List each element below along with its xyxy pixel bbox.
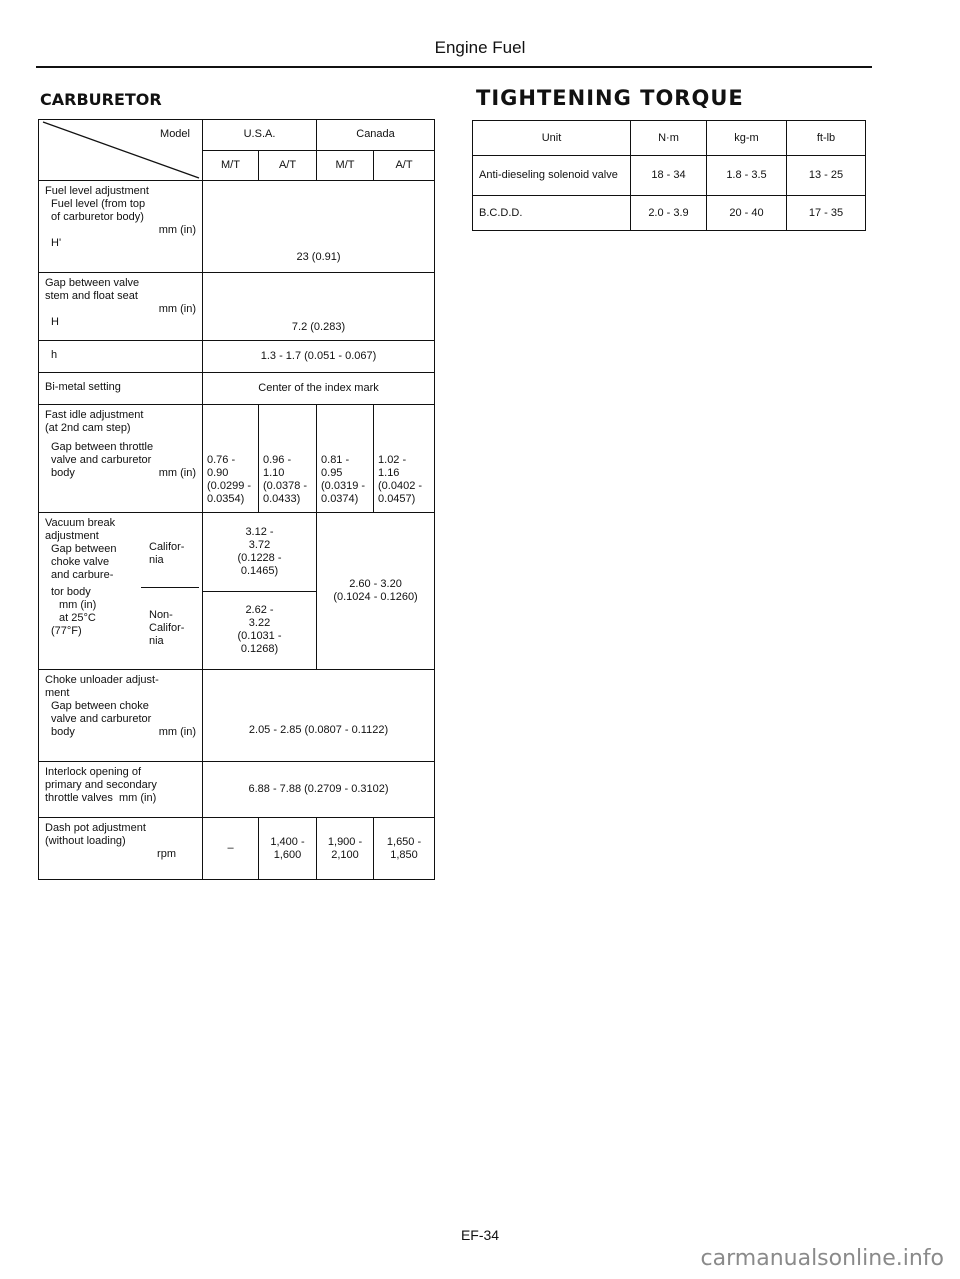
carburetor-spec-table: [38, 119, 435, 880]
torque-header-kgm: kg-m: [707, 121, 787, 156]
torque-row-kgm: 1.8 - 3.5: [707, 156, 787, 196]
dashpot-usa-mt: –: [203, 818, 259, 880]
model-header-cell: [39, 120, 203, 181]
torque-row-nm: 2.0 - 3.9: [631, 196, 707, 231]
torque-header-ftlb: ft-lb: [787, 121, 866, 156]
fuel-level-label: Fuel level adjustment Fuel level (from top of carburetor body) mm (in) H': [39, 181, 203, 273]
vacuum-usa-non-california: 2.62 - 3.22 (0.1031 - 0.1268): [203, 591, 317, 670]
torque-row-unit: B.C.D.D.: [473, 196, 631, 231]
header-rule: [36, 66, 872, 68]
dashpot-canada-mt: 1,900 - 2,100: [317, 818, 374, 880]
interlock-label: Interlock opening of primary and secondary throttle valves mm (in): [39, 762, 203, 818]
choke-unloader-value: 2.05 - 2.85 (0.0807 - 0.1122): [203, 670, 435, 762]
canada-header: Canada: [317, 120, 435, 151]
model-label: Model: [160, 128, 190, 140]
fast-idle-canada-at: 1.02 - 1.16 (0.0402 - 0.0457): [374, 405, 435, 513]
valve-gap-label: Gap between valve stem and float seat mm (in) H: [39, 273, 203, 341]
torque-header-unit: Unit: [473, 121, 631, 156]
usa-header: U.S.A.: [203, 120, 317, 151]
dashpot-canada-at: 1,650 - 1,850: [374, 818, 435, 880]
fast-idle-label: Fast idle adjustment (at 2nd cam step) Gap between throttle valve and carburetor body mm (in): [39, 405, 203, 513]
torque-row-ftlb: 17 - 35: [787, 196, 866, 231]
torque-header-nm: N·m: [631, 121, 707, 156]
h-label: h: [39, 341, 203, 373]
fast-idle-canada-mt: 0.81 - 0.95 (0.0319 - 0.0374): [317, 405, 374, 513]
vacuum-canada: 2.60 - 3.20 (0.1024 - 0.1260): [317, 513, 435, 670]
watermark: carmanualsonline.info: [700, 1246, 944, 1271]
page-header-title: Engine Fuel: [434, 38, 526, 57]
canada-mt-header: M/T: [317, 150, 374, 181]
canada-at-header: A/T: [374, 150, 435, 181]
interlock-value: 6.88 - 7.88 (0.2709 - 0.3102): [203, 762, 435, 818]
choke-unloader-label: Choke unloader adjust- ment Gap between choke valve and carburetor body mm (in): [39, 670, 203, 762]
non-california-label: Non- Califor- nia: [149, 609, 185, 647]
torque-row-unit: Anti-dieseling solenoid valve: [473, 156, 631, 196]
bimetal-label: Bi-metal setting: [39, 373, 203, 405]
usa-mt-header: M/T: [203, 150, 259, 181]
fuel-level-value: 23 (0.91): [203, 181, 435, 273]
dashpot-usa-at: 1,400 - 1,600: [259, 818, 317, 880]
torque-title: TIGHTENING TORQUE: [476, 86, 744, 110]
bimetal-value: Center of the index mark: [203, 373, 435, 405]
dashpot-label: Dash pot adjustment (without loading) rpm: [39, 818, 203, 880]
usa-at-header: A/T: [259, 150, 317, 181]
fast-idle-usa-mt: 0.76 - 0.90 (0.0299 - 0.0354): [203, 405, 259, 513]
california-label: Califor- nia: [149, 541, 185, 566]
fast-idle-usa-at: 0.96 - 1.10 (0.0378 - 0.0433): [259, 405, 317, 513]
page-number: EF-34: [460, 1227, 500, 1243]
carburetor-title: CARBURETOR: [40, 90, 162, 109]
h-value: 1.3 - 1.7 (0.051 - 0.067): [203, 341, 435, 373]
california-divider: [141, 587, 199, 588]
torque-row-kgm: 20 - 40: [707, 196, 787, 231]
vacuum-break-label: Vacuum break adjustment Gap between choke valve and carbure- tor body mm (in) at 25°C (77°F) Califor- nia Non- Califor- nia: [39, 513, 203, 670]
torque-row-ftlb: 13 - 25: [787, 156, 866, 196]
torque-table: [472, 120, 866, 231]
valve-gap-value: 7.2 (0.283): [203, 273, 435, 341]
torque-row-nm: 18 - 34: [631, 156, 707, 196]
vacuum-usa-california: 3.12 - 3.72 (0.1228 - 0.1465): [203, 513, 317, 592]
